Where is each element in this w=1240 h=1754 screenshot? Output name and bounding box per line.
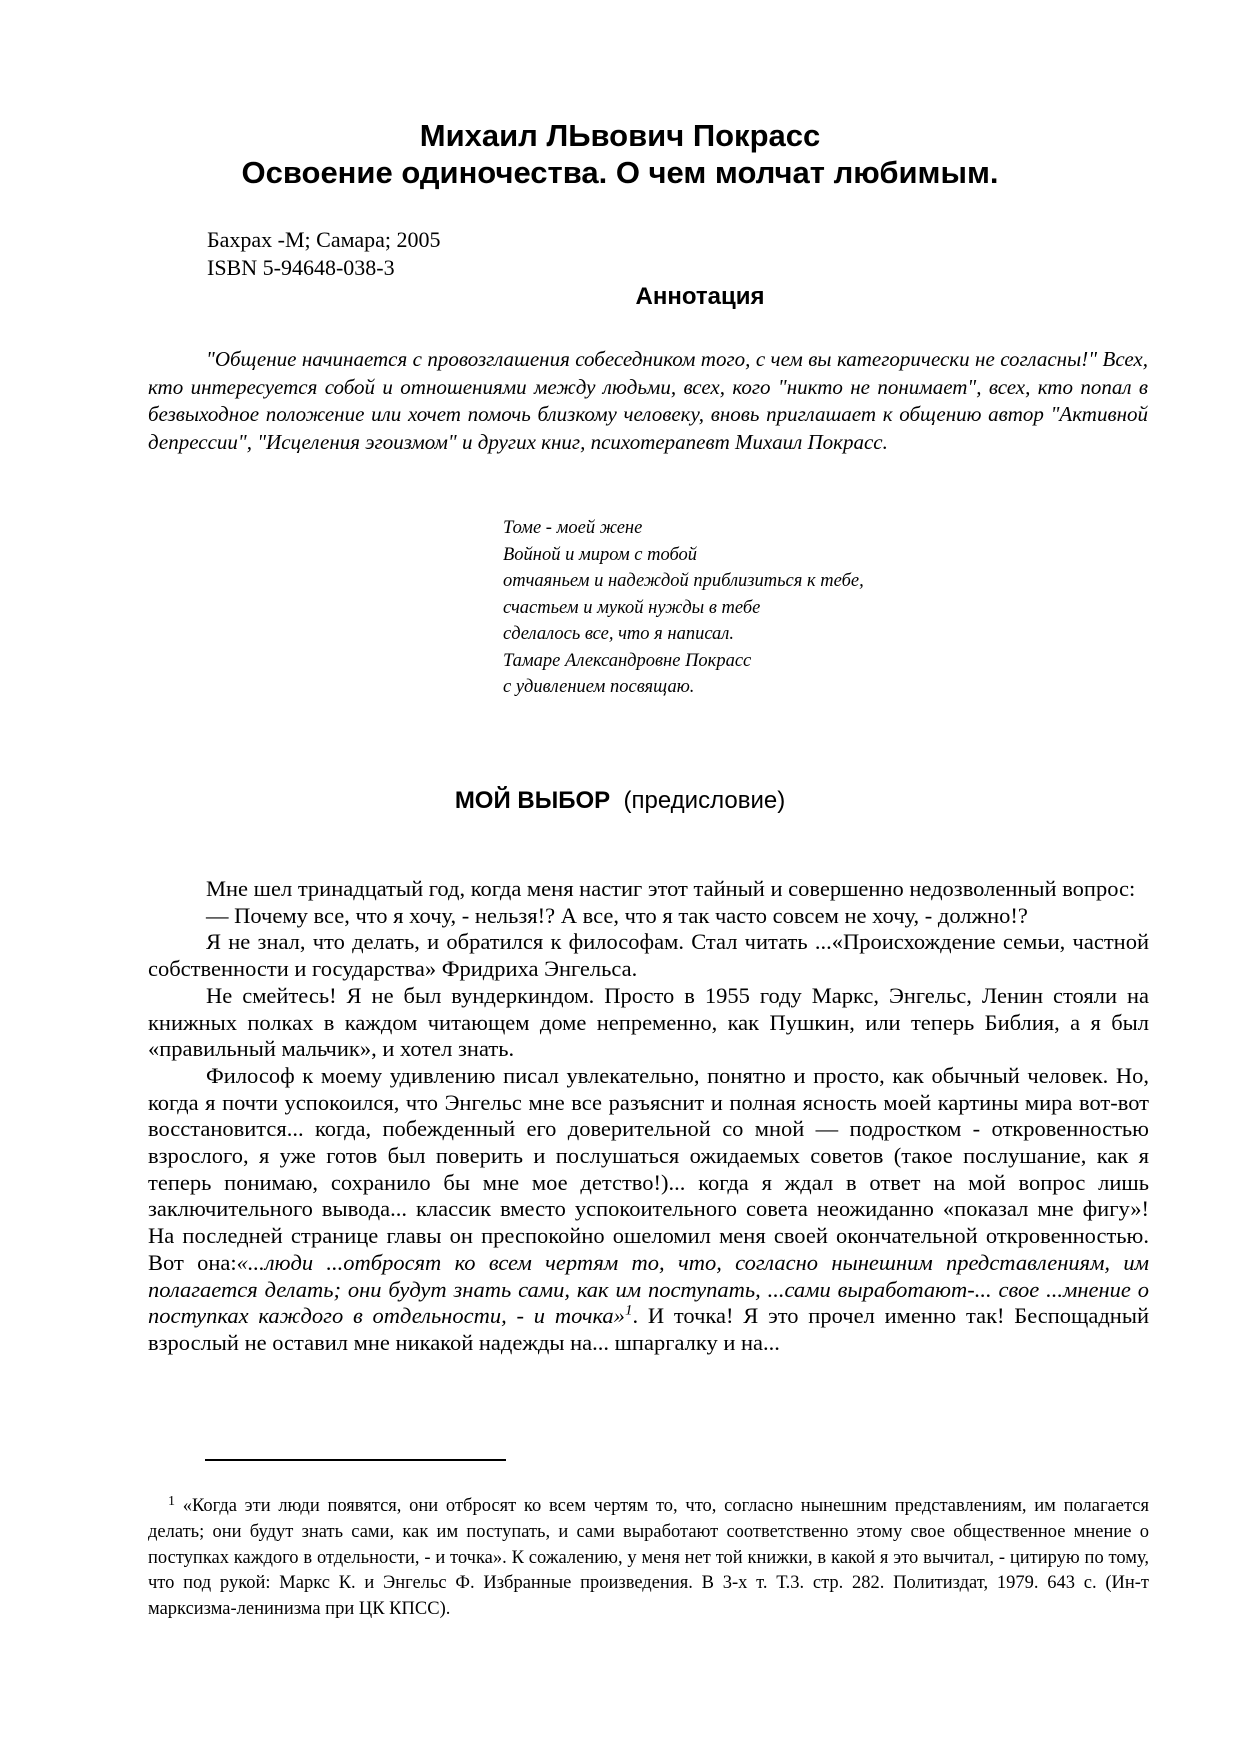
paragraph-lead: Философ к моему удивлению писал увлекательно, понятно и просто, как обычный человек. Но, когда я почти успокоился, что Энгельс мне все разъяснит и полная ясность моей картины мира вот-вот восстановится... когда, побежденный его доверительной со мной — подростком - откровенностью взрослого, я уже готов был поверить и послушаться ожидаемых советов (такое послушание, как я теперь понимаю, сохранило бы мне мое детство!)... когда я ждал в ответ на мой вопрос лишь заключительного вывода... классик вместо успокоительного совета неожиданно «показал мне фигу»! На последней странице главы он преспокойно ошеломил меня своей окончательной откровенностью. Вот она: — [148, 1062, 1149, 1275]
dedication-line: отчаяньем и надеждой приблизиться к тебе, — [503, 571, 864, 591]
chapter-subtitle: (предисловие) — [623, 787, 786, 814]
author-name: Михаил ЛЬвович Покрасс — [419, 118, 821, 153]
book-title: Освоение одиночества. О чем молчат любимым. — [241, 155, 999, 190]
chapter-title: МОЙ ВЫБОР — [454, 787, 611, 814]
annotation-paragraph: "Общение начинается с провозглашения собеседником того, с чем вы категорически не согласны!" Всех, кто интересуется собой и отношениями между людьми, всех, кого "никто не понимает", всех, кто попал в безвыходное положение или хочет помочь близкому человеку, вновь приглашает к общению автор "Активной депрессии", "Исцеления эгоизмом" и других книг, психотерапевт Михаил Покрасс. — [148, 347, 1148, 454]
dedication — [503, 515, 1003, 701]
body-paragraph: Я не знал, что делать, и обратился к философам. Стал читать ...«Происхождение семьи, частной собственности и государства» Фридриха Энгельса. — [148, 929, 1149, 982]
body-paragraph: Мне шел тринадцатый год, когда меня настиг этот тайный и совершенно недозволенный вопрос: — [206, 876, 1136, 901]
footnote-text: «Когда эти люди появятся, они отбросят ко всем чертям то, что, согласно нынешним представлениям, им полагается делать; они будут знать сами, как им поступать, и сами выработают соответственно этому свое общественное мнение о поступках каждого в отдельности, - и точка». К сожалению, у меня нет той книжки, в какой я это вычитал, - цитирую по тому, что под рукой: Маркс К. и Энгельс Ф. Избранные произведения. В 3-х т. Т.3. стр. 282. Политиздат, 1979. 643 с. (Ин-т марксизма-ленинизма при ЦК КПСС). — [148, 1496, 1150, 1620]
footnote-marker: 1 — [168, 1494, 175, 1509]
isbn-line: ISBN 5-94648-038-3 — [207, 255, 395, 280]
chapter-body — [148, 876, 1149, 1357]
chapter-heading — [0, 786, 1240, 816]
dedication-line: с удивлением посвящаю. — [503, 677, 695, 697]
engels-quote: «...люди ...отбросят ко всем чертям то, что, согласно нынешним представлениям, им полагается делать; они будут знать сами, как им поступать, ...сами выработают-... свое ...мнение о поступках каждого в отдельности, - и точка» — [148, 1249, 1149, 1329]
body-paragraph: Не смейтесь! Я не был вундеркиндом. Просто в 1955 году Маркс, Энгельс, Ленин стояли на книжных полках в каждом читающем доме непременно, как Пушкин, или теперь Библия, а я был «правильный мальчик», и хотел знать. — [148, 982, 1149, 1062]
body-paragraph: — Почему все, что я хочу, - нельзя!? А все, что я так часто совсем не хочу, - должно!? — [206, 902, 1028, 928]
body-paragraph — [148, 1063, 1149, 1357]
publisher-line: Бахрах -М; Самара; 2005 — [207, 227, 441, 252]
footnote-separator — [205, 1459, 506, 1461]
dedication-line: Войной и миром с тобой — [503, 544, 698, 565]
dedication-line: сделалось все, что я написал. — [503, 624, 734, 644]
footnote — [148, 1494, 1149, 1623]
annotation-text — [148, 346, 1148, 456]
dedication-line: Тамаре Александровне Покрасс — [503, 650, 752, 671]
annotation-heading: Аннотация — [635, 283, 765, 310]
dedication-line: счастьем и мукой нужды в тебе — [503, 597, 761, 618]
paragraph-tail: . И точка! Я это прочел именно так! Беспощадный взрослый не оставил мне никакой надежды на... шпаргалку и на... — [148, 1303, 1149, 1355]
footnote-paragraph — [148, 1494, 1149, 1623]
footnote-reference[interactable]: 1 — [624, 1302, 633, 1319]
dedication-line: Томе - моей жене — [503, 518, 643, 538]
